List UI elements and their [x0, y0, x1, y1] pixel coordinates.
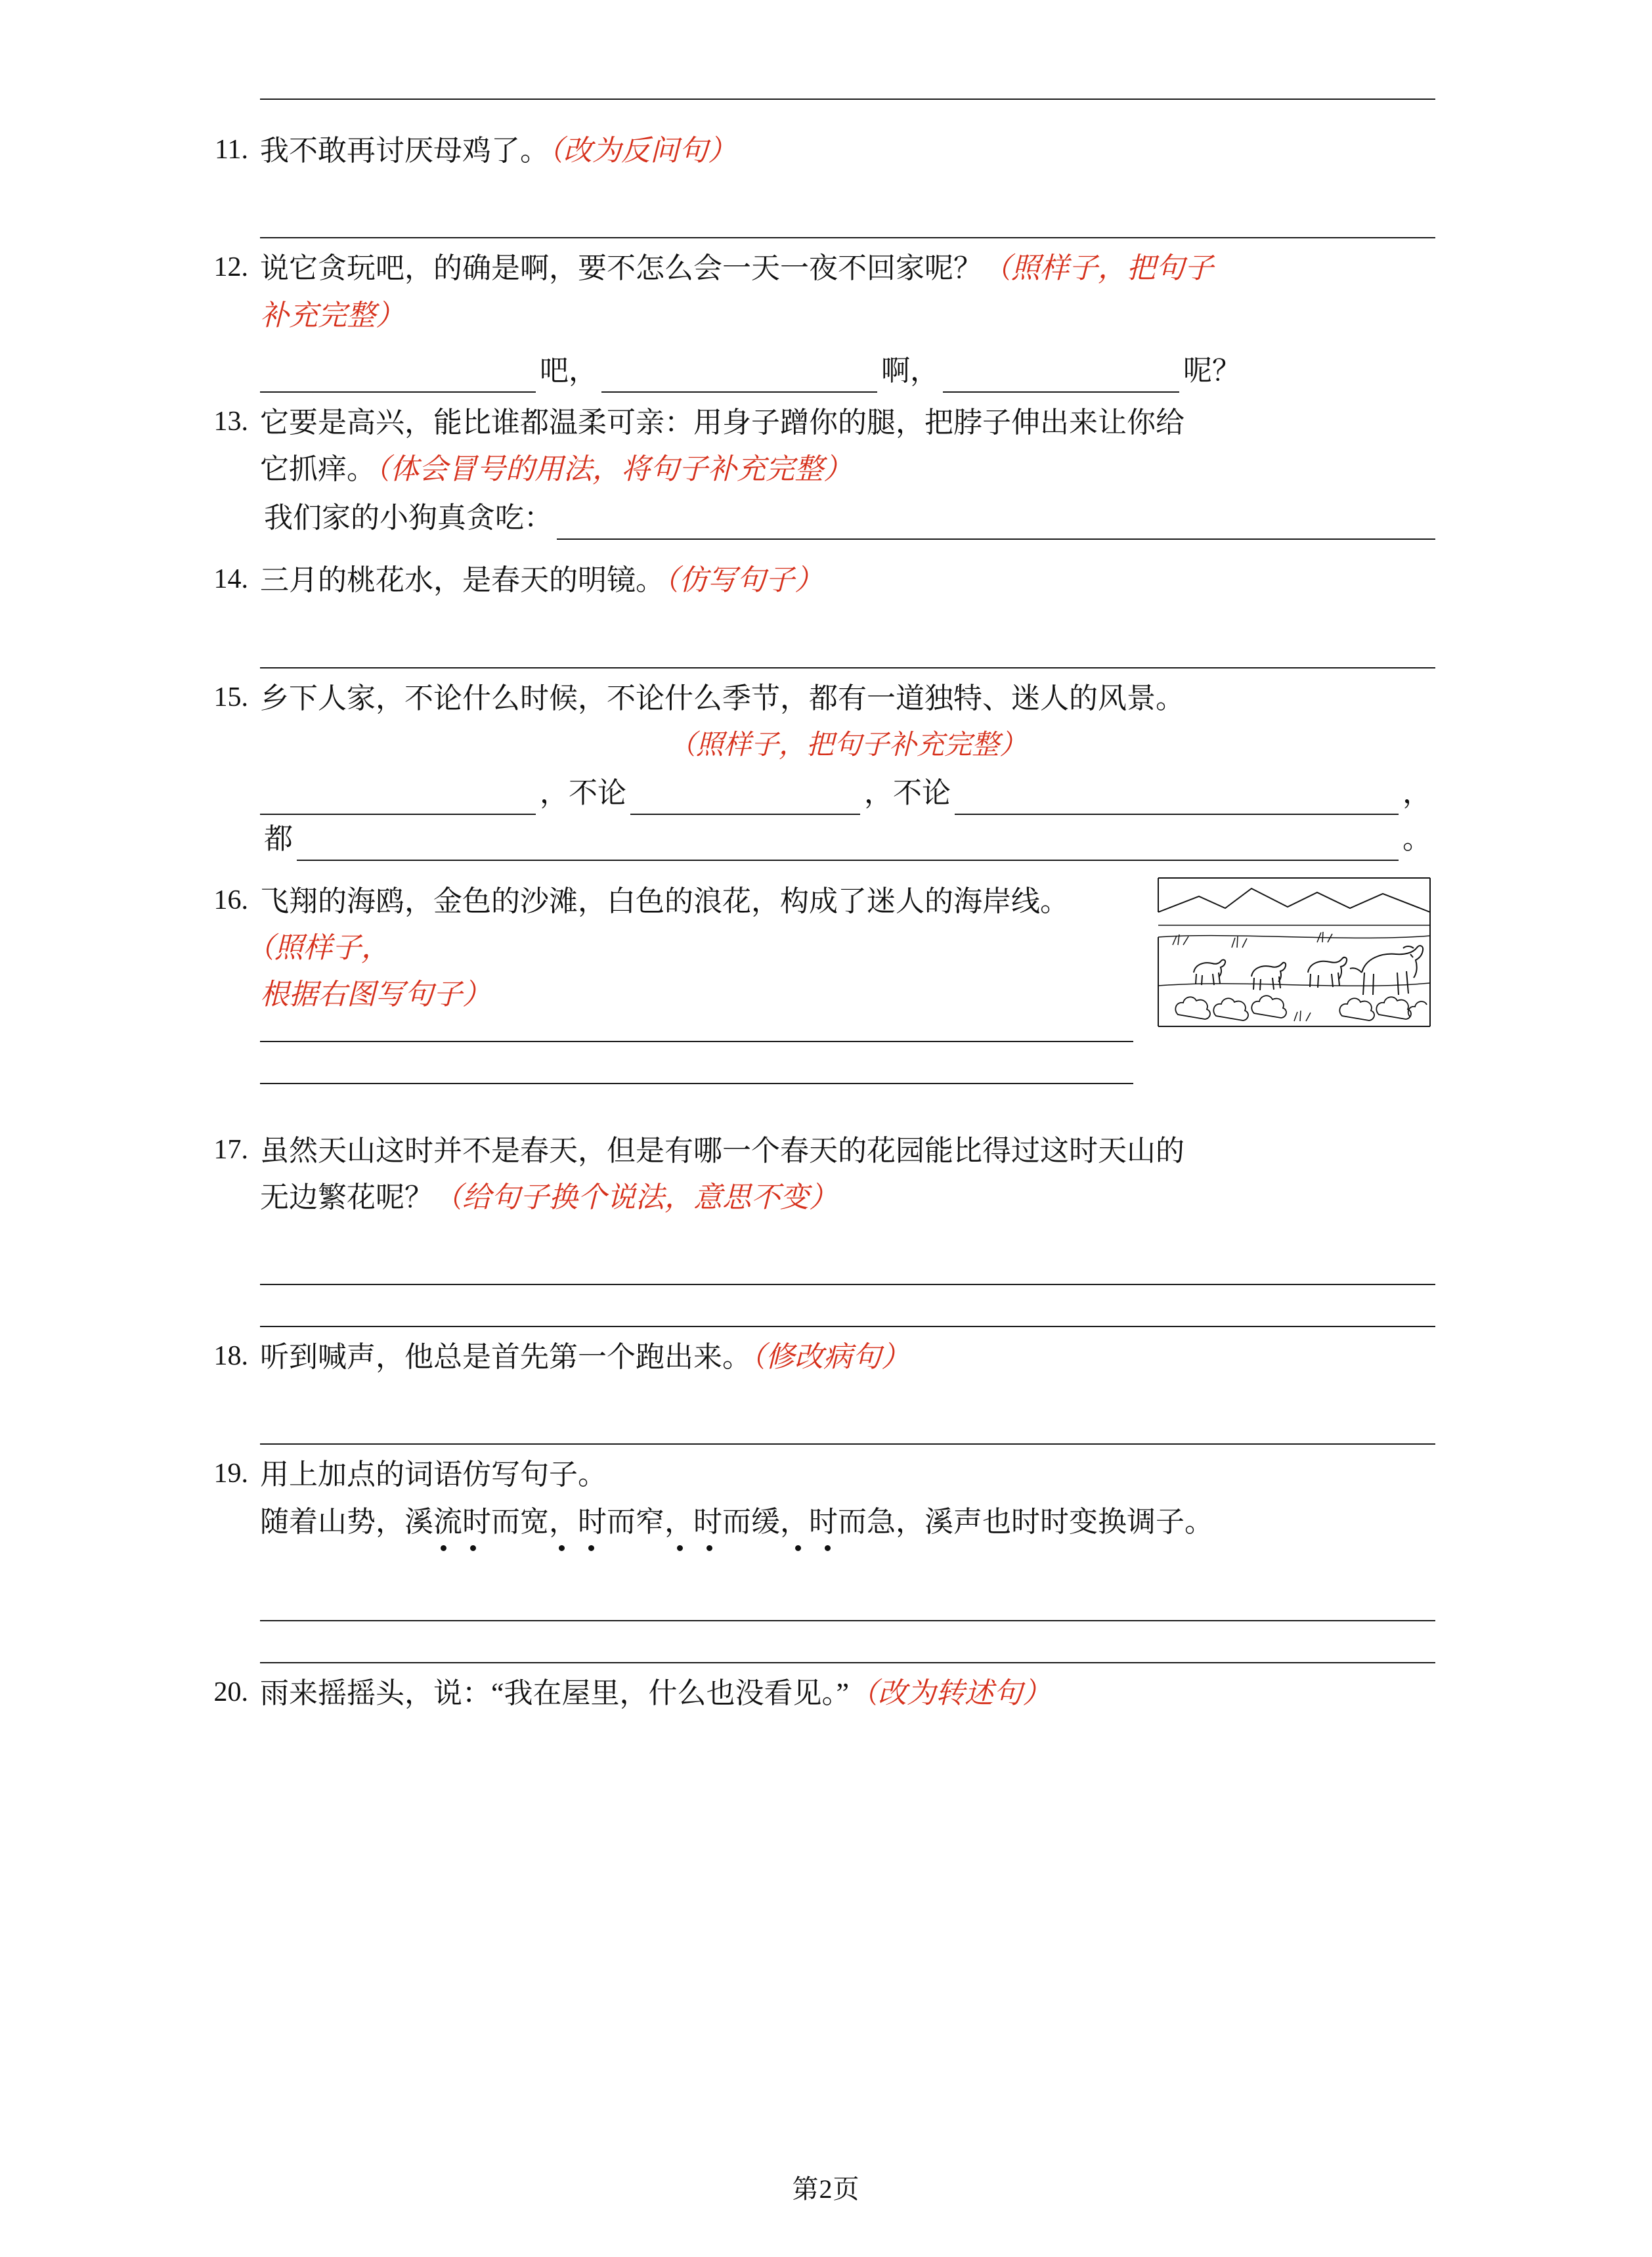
fill-blank-2[interactable] — [601, 356, 877, 393]
cattle-grazing-landscape-sketch — [1153, 874, 1435, 1038]
question-hint: （改为反问句） — [549, 135, 737, 167]
question-number: 13. — [213, 406, 248, 437]
question-number: 12. — [213, 252, 248, 283]
fill-blank-3[interactable] — [955, 778, 1399, 815]
answer-line[interactable] — [260, 626, 1435, 668]
prompt-row — [260, 496, 1435, 540]
question-15 — [197, 675, 1435, 861]
fill-blank-1[interactable] — [260, 356, 536, 393]
prompt-text: 我们家的小狗真贪吃： — [264, 502, 553, 535]
fill-in-row-2 — [260, 818, 1435, 861]
question-13 — [197, 399, 1435, 540]
question-number: 15. — [213, 682, 248, 712]
question-20 — [197, 1670, 1435, 1717]
question-text: 乡下人家，不论什么时候，不论什么季节，都有一道独特、迷人的风景。 — [260, 682, 1185, 714]
question-number: 16. — [213, 885, 248, 915]
question-19 — [197, 1451, 1435, 1663]
page-footer: 第2页 — [792, 2174, 860, 2204]
fill-connector-1: 吧， — [540, 354, 598, 387]
question-text: 用上加点的词语仿写句子。 — [260, 1458, 607, 1491]
question-hint: （照样子，把句子 — [982, 252, 1213, 285]
fill-connector-2: ，不论 — [864, 776, 951, 809]
question-16 — [197, 878, 1435, 1084]
answer-line-1[interactable] — [260, 1579, 1435, 1621]
question-text: 雨来摇摇头，说：“我在屋里，什么也没看见。” — [260, 1677, 850, 1710]
question-number: 18. — [213, 1341, 248, 1372]
question-text: 我不敢再讨厌母鸡了。 — [260, 135, 549, 167]
fill-in-row — [260, 349, 1435, 393]
fill-in-row-1 — [260, 772, 1435, 815]
answer-line[interactable] — [260, 196, 1435, 238]
question-11 — [197, 127, 1435, 238]
fill-connector-2: 啊， — [881, 354, 939, 387]
fill-connector-1: ，不论 — [540, 776, 626, 809]
answer-blank[interactable] — [557, 503, 1435, 540]
answer-line-2[interactable] — [260, 1285, 1435, 1327]
question-hint-cont: 根据右图写句子） — [260, 978, 491, 1011]
answer-line-2[interactable] — [260, 1621, 1435, 1663]
question-number: 14. — [213, 564, 248, 595]
emphasis-dots — [260, 1545, 1435, 1557]
example-sentence: 随着山势，溪流时而宽，时而窄，时而缓，时而急，溪声也时时变换调子。 — [260, 1505, 1213, 1538]
answer-line[interactable] — [260, 1083, 1133, 1084]
question-12 — [197, 245, 1435, 393]
question-17 — [197, 1128, 1435, 1328]
question-14 — [197, 557, 1435, 668]
question-hint-cont: 补充完整） — [260, 299, 404, 332]
fill-connector-3: ， — [1402, 776, 1431, 809]
question-text: 三月的桃花水，是春天的明镜。 — [260, 564, 664, 597]
fill-blank-3[interactable] — [943, 356, 1179, 393]
question-text-cont: 它抓痒。 — [260, 453, 376, 486]
question-hint: （修改病句） — [751, 1341, 910, 1374]
question-18 — [197, 1334, 1435, 1445]
question-hint: （照样子， — [260, 932, 390, 965]
question-hint: （体会冒号的用法，将句子补充完整） — [376, 453, 852, 486]
fill-connector-3: 呢？ — [1183, 354, 1241, 387]
carryover-answer-line — [260, 99, 1435, 100]
fill-connector-5: 。 — [1402, 822, 1431, 855]
question-text-cont: 无边繁花呢？ — [260, 1181, 433, 1214]
question-number: 20. — [213, 1677, 248, 1708]
question-text: 听到喊声，他总是首先第一个跑出来。 — [260, 1341, 751, 1374]
question-number: 19. — [213, 1458, 248, 1489]
fill-connector-4: 都 — [264, 822, 293, 855]
question-text: 飞翔的海鸥，金色的沙滩，白色的浪花，构成了迷人的海岸线。 — [260, 885, 1069, 917]
fill-blank-1[interactable] — [260, 778, 536, 815]
question-text: 它要是高兴，能比谁都温柔可亲：用身子蹭你的腿，把脖子伸出来让你给 — [260, 406, 1185, 439]
question-hint: （照样子，把句子补充完整） — [668, 730, 1027, 760]
fill-blank-2[interactable] — [630, 778, 860, 815]
fill-blank-4[interactable] — [297, 824, 1399, 861]
question-number: 17. — [213, 1134, 248, 1165]
question-hint: （仿写句子） — [664, 564, 823, 597]
question-hint: （改为转述句） — [849, 1677, 1052, 1710]
question-hint: （给句子换个说法，意思不变） — [433, 1181, 838, 1214]
question-text: 虽然天山这时并不是春天，但是有哪一个春天的花园能比得过这时天山的 — [260, 1134, 1185, 1167]
answer-line[interactable] — [260, 1403, 1435, 1445]
answer-line-1[interactable] — [260, 1243, 1435, 1285]
question-number: 11. — [215, 135, 248, 165]
question-text: 说它贪玩吧，的确是啊，要不怎么会一天一夜不回家呢？ — [260, 252, 982, 285]
